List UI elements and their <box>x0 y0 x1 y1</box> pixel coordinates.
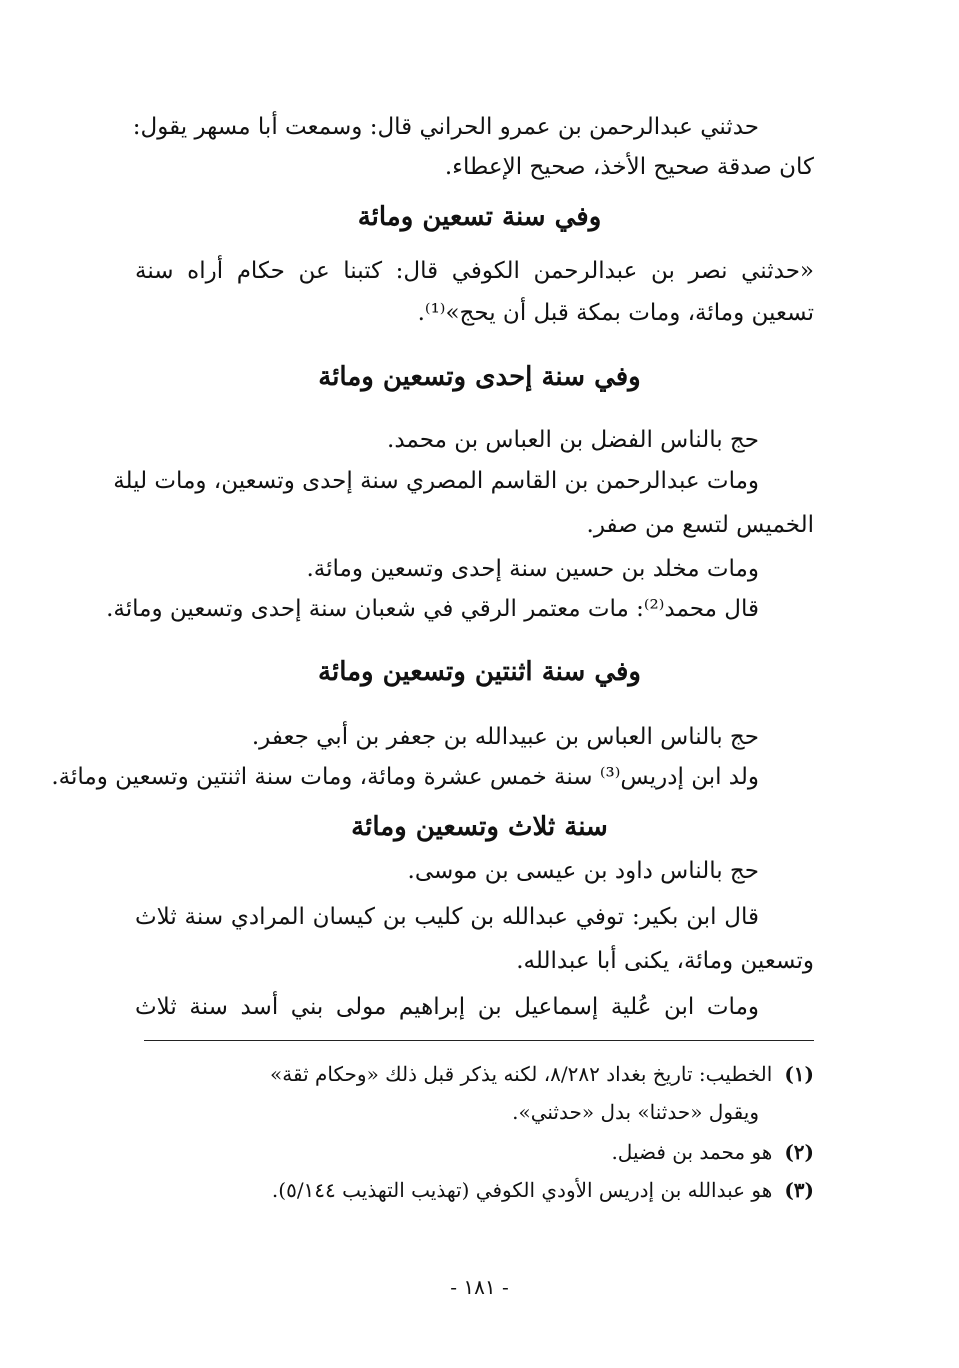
section-heading: سنة ثلاث وتسعين ومائة <box>351 812 608 842</box>
body-line: ومات ابن عُلية إسماعيل بن إبراهيم مولى بني أسد سنة ثلاث <box>135 994 759 1020</box>
footnote-text: هو عبدالله بن إدريس الأودي الكوفي (تهذيب التهذيب ٥/١٤٤). <box>271 1178 773 1202</box>
footnote-separator <box>144 1040 814 1041</box>
footnote-number: (٢) <box>784 1140 814 1164</box>
body-line: قال ابن بكير: توفي عبدالله بن كليب بن كيسان المرادي سنة ثلاث <box>135 904 759 930</box>
body-line: ومات مخلد بن حسين سنة إحدى وتسعين ومائة. <box>306 556 759 582</box>
body-line: تسعين ومائة، ومات بمكة قبل أن يحج»⁽¹⁾. <box>417 300 814 326</box>
body-line: قال محمد⁽²⁾: مات معتمر الرقي في شعبان سنة إحدى وتسعين ومائة. <box>106 596 759 622</box>
body-line: حدثني عبدالرحمن بن عمرو الحراني قال: وسمعت أبا مسهر يقول: <box>132 114 759 140</box>
body-line: وتسعين ومائة، يكنى أبا عبدالله. <box>516 948 814 974</box>
body-line: ومات عبدالرحمن بن القاسم المصري سنة إحدى وتسعين، ومات ليلة <box>113 468 759 494</box>
footnote-1-continuation: ويقول «حدثنا» بدل «حدثني». <box>512 1100 759 1124</box>
footnote-number: (١) <box>784 1062 814 1086</box>
body-line: كان صدقة صحيح الأخذ، صحيح الإعطاء. <box>444 154 814 180</box>
body-line: حج بالناس العباس بن عبيدالله بن جعفر بن أبي جعفر. <box>251 724 759 750</box>
footnote-1 <box>190 1060 814 1088</box>
section-heading: وفي سنة إحدى وتسعين ومائة <box>318 362 641 392</box>
body-line: ولد ابن إدريس⁽³⁾ سنة خمس عشرة ومائة، ومات سنة اثنتين وتسعين ومائة. <box>51 764 759 790</box>
body-line: حج بالناس داود بن عيسى بن موسى. <box>407 858 759 884</box>
page-number: - ١٨١ - <box>450 1275 509 1299</box>
body-line: حج بالناس الفضل بن العباس بن محمد. <box>387 427 759 453</box>
section-heading: وفي سنة اثنتين وتسعين ومائة <box>318 657 641 687</box>
body-line: «حدثني نصر بن عبدالرحمن الكوفي قال: كتبنا عن حكام أراه سنة <box>135 258 814 284</box>
section-heading: وفي سنة تسعين ومائة <box>357 202 602 232</box>
body-line: الخميس لتسع من صفر. <box>586 512 814 538</box>
footnote-3 <box>190 1176 814 1204</box>
footnote-text: هو محمد بن فضيل. <box>611 1140 773 1164</box>
footnote-2 <box>190 1138 814 1166</box>
footnote-text: الخطيب: تاريخ بغداد ٨/٢٨٢، لكنه يذكر قبل ذلك «وحكام ثقة» <box>270 1062 773 1086</box>
footnote-number: (٣) <box>784 1178 814 1202</box>
